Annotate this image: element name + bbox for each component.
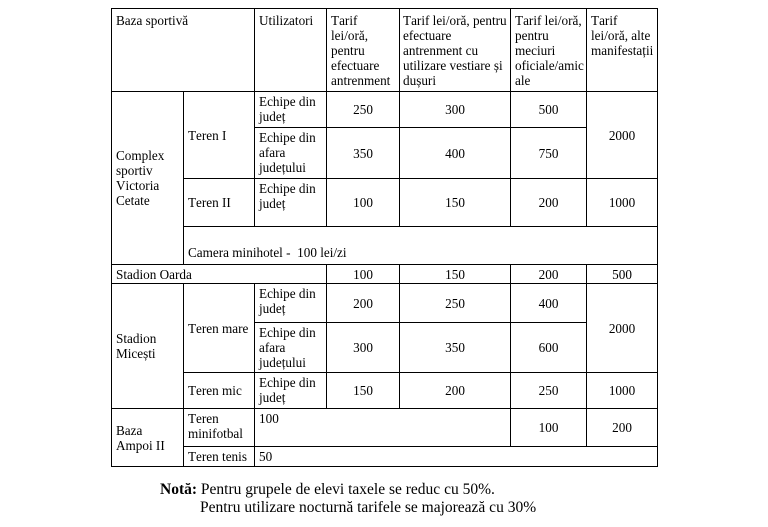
- ampoi-teren-minifotbal-name: Teren minifotbal: [184, 409, 255, 447]
- table-row: [112, 284, 658, 323]
- victoria-teren-2-vestiare: 150: [400, 179, 511, 227]
- oarda-antrenament: 100: [327, 265, 400, 284]
- micesti-teren-mare-judet-users: Echipe din județ: [255, 284, 327, 323]
- victoria-teren-1-afara-users: Echipe din afara județului: [255, 128, 327, 179]
- victoria-teren-1-judet-meciuri: 500: [511, 92, 587, 128]
- table-row: [112, 265, 658, 284]
- table-row: [112, 227, 658, 265]
- victoria-teren-1-afara-antrenament: 350: [327, 128, 400, 179]
- tariff-table: [111, 8, 658, 467]
- ampoi-teren-minifotbal-tarif: 100: [255, 409, 511, 447]
- micesti-teren-mic-meciuri: 250: [511, 373, 587, 409]
- table-row: [112, 409, 658, 447]
- micesti-teren-mare-afara-users: Echipe din afara județului: [255, 323, 327, 373]
- micesti-teren-mare-afara-antrenament: 300: [327, 323, 400, 373]
- ampoi-teren-tenis-name: Teren tenis: [184, 447, 255, 467]
- stadion-oarda-name: Stadion Oarda: [112, 265, 327, 284]
- micesti-teren-mare-judet-vestiare: 250: [400, 284, 511, 323]
- victoria-teren-1-alte: 2000: [587, 92, 658, 179]
- micesti-teren-mare-alte: 2000: [587, 284, 658, 373]
- oarda-meciuri: 200: [511, 265, 587, 284]
- victoria-teren-1-afara-vestiare: 400: [400, 128, 511, 179]
- baza-ampoi-name: Baza Ampoi II: [112, 409, 184, 467]
- header-utilizatori: Utilizatori: [255, 9, 327, 92]
- header-tarif-antrenament-vestiare: Tarif lei/oră, pentru efectuare antrenment cu utilizare vestiare și dușuri: [400, 9, 511, 92]
- micesti-teren-mic-antrenament: 150: [327, 373, 400, 409]
- header-baza-sportiva: Baza sportivă: [112, 9, 255, 92]
- oarda-vestiare: 150: [400, 265, 511, 284]
- micesti-teren-mare-afara-meciuri: 600: [511, 323, 587, 373]
- micesti-teren-mic-vestiare: 200: [400, 373, 511, 409]
- header-tarif-meciuri: Tarif lei/oră, pentru meciuri oficiale/amicale: [511, 9, 587, 92]
- table-row: [112, 92, 658, 128]
- victoria-teren-1-name: Teren I: [184, 92, 255, 179]
- victoria-teren-2-meciuri: 200: [511, 179, 587, 227]
- micesti-teren-mic-name: Teren mic: [184, 373, 255, 409]
- victoria-teren-1-judet-users: Echipe din județ: [255, 92, 327, 128]
- micesti-teren-mare-afara-vestiare: 350: [400, 323, 511, 373]
- micesti-teren-mic-alte: 1000: [587, 373, 658, 409]
- note-line-2: Pentru utilizare nocturnă tarifele se majorează cu 30%: [200, 499, 537, 516]
- table-row: [112, 179, 658, 227]
- table-row: [112, 373, 658, 409]
- victoria-teren-1-judet-vestiare: 300: [400, 92, 511, 128]
- ampoi-teren-tenis-tarif: 50: [255, 447, 658, 467]
- header-row: [112, 9, 658, 92]
- victoria-teren-1-afara-meciuri: 750: [511, 128, 587, 179]
- oarda-alte: 500: [587, 265, 658, 284]
- victoria-cetate-name: Complex sportiv Victoria Cetate: [112, 92, 184, 265]
- header-tarif-alte-manifestatii: Tarif lei/oră, alte manifestații: [587, 9, 658, 92]
- note-text-1: Pentru grupele de elevi taxele se reduc cu 50%.: [200, 481, 495, 498]
- victoria-teren-2-name: Teren II: [184, 179, 255, 227]
- note-label: Notă:: [160, 481, 198, 498]
- note-line-1: [160, 481, 536, 499]
- micesti-teren-mic-users: Echipe din județ: [255, 373, 327, 409]
- victoria-teren-2-antrenament: 100: [327, 179, 400, 227]
- note-block: [160, 481, 536, 517]
- table-row: [112, 447, 658, 467]
- micesti-teren-mare-judet-antrenament: 200: [327, 284, 400, 323]
- camera-minihotel: Camera minihotel - 100 lei/zi: [184, 227, 658, 265]
- victoria-teren-2-alte: 1000: [587, 179, 658, 227]
- header-tarif-antrenament: Tarif lei/oră, pentru efectuare antrenment: [327, 9, 400, 92]
- ampoi-teren-minifotbal-alte: 200: [587, 409, 658, 447]
- victoria-teren-2-users: Echipe din județ: [255, 179, 327, 227]
- stadion-micesti-name: Stadion Micești: [112, 284, 184, 409]
- micesti-teren-mare-name: Teren mare: [184, 284, 255, 373]
- victoria-teren-1-judet-antrenament: 250: [327, 92, 400, 128]
- ampoi-teren-minifotbal-meciuri: 100: [511, 409, 587, 447]
- micesti-teren-mare-judet-meciuri: 400: [511, 284, 587, 323]
